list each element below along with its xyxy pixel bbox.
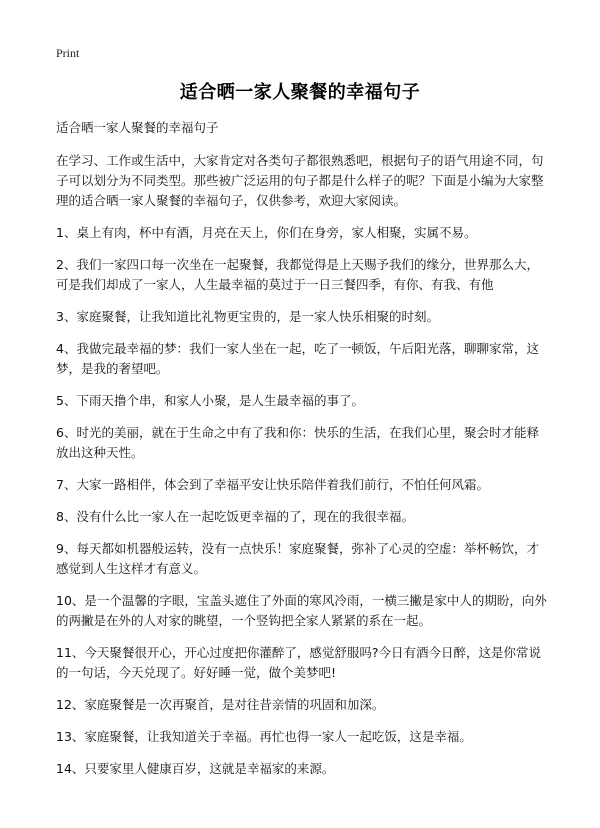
article-subtitle: 适合晒一家人聚餐的幸福句子 [56, 120, 219, 135]
print-link[interactable]: Print [56, 46, 80, 60]
sentence-item: 1、桌上有肉，杯中有酒，月亮在天上，你们在身旁，家人相聚，实属不易。 [56, 225, 477, 240]
sentence-item: 7、大家一路相伴，体会到了幸福平安让快乐陪伴着我们前行，不怕任何风霜。 [56, 477, 489, 492]
sentence-item: 13、家庭聚餐，让我知道关于幸福。再忙也得一家人一起吃饭，这是幸福。 [56, 729, 472, 744]
sentence-item: 5、下雨天撸个串，和家人小聚，是人生最幸福的事了。 [56, 393, 364, 408]
sentence-item: 2、我们一家四口每一次坐在一起聚餐，我都觉得是上天赐予我们的缘分，世界那么大，可是我们却成了一家人，人生最幸福的莫过于一日三餐四季，有你、有我、有他 [56, 257, 539, 292]
sentence-item: 11、今天聚餐很开心，开心过度把你灌醉了，感觉舒服吗?今日有酒今日醉，这是你常说的一句话，今天兑现了。好好睡一觉，做个美梦吧! [56, 645, 542, 680]
sentence-item: 8、没有什么比一家人在一起吃饭更幸福的了，现在的我很幸福。 [56, 509, 414, 524]
article-body [56, 118, 550, 791]
sentence-item: 12、家庭聚餐是一次再聚首，是对往昔亲情的巩固和加深。 [56, 697, 385, 712]
sentence-item: 9、每天都如机器般运转，没有一点快乐！家庭聚餐，弥补了心灵的空虚：举杯畅饮，才感觉到人生这样才有意义。 [56, 541, 539, 576]
sentence-item: 14、只要家里人健康百岁，这就是幸福家的来源。 [56, 761, 335, 776]
sentence-item: 3、家庭聚餐，让我知道比礼物更宝贵的，是一家人快乐相聚的时刻。 [56, 309, 439, 324]
sentence-item: 6、时光的美丽，就在于生命之中有了我和你：快乐的生活，在我们心里，聚会时才能释放出这种天性。 [56, 425, 539, 460]
sentence-item: 10、是一个温馨的字眼，宝盖头遮住了外面的寒风冷雨，一横三撇是家中人的期盼，向外的两撇是在外的人对家的眺望，一个竖钩把全家人紧紧的系在一起。 [56, 593, 547, 628]
sentence-item: 4、我做完最幸福的梦：我们一家人坐在一起，吃了一顿饭，午后阳光落，聊聊家常，这梦，是我的奢望吧。 [56, 341, 539, 376]
page-title: 适合晒一家人聚餐的幸福句子 [179, 82, 421, 103]
intro-paragraph: 在学习、工作或生活中，大家肯定对各类句子都很熟悉吧，根据句子的语气用途不同，句子可以划分为不同类型。那些被广泛运用的句子都是什么样子的呢？下面是小编为大家整理的适合晒一家人聚餐的幸福句子，仅供参考，欢迎大家阅读。 [56, 153, 544, 208]
sentence-list [56, 223, 550, 779]
